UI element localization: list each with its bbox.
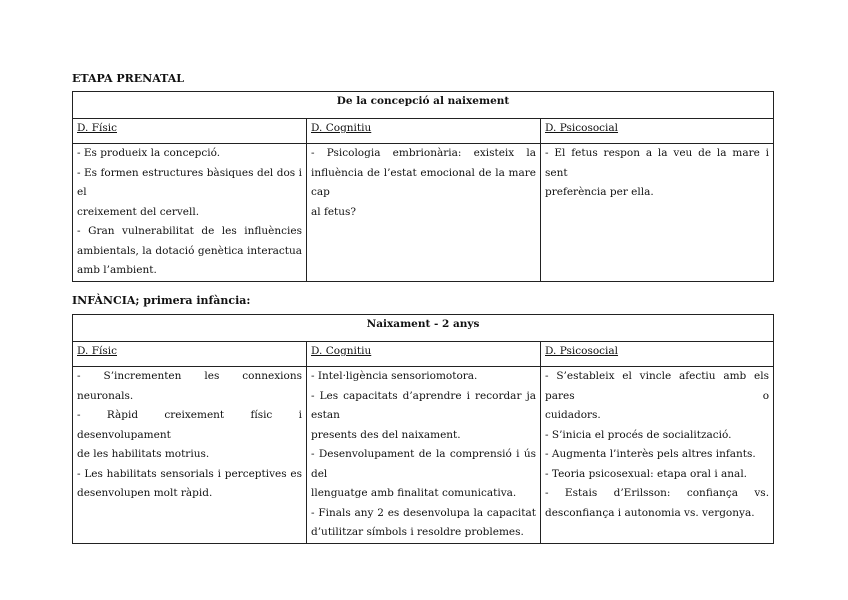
text-line: llenguatge amb finalitat comunicativa. [311, 487, 517, 499]
text-line: - Augmenta l’interès pels altres infants. [545, 448, 756, 460]
text-line: - El fetus respon a la veu de la mare i sent [545, 147, 770, 179]
text-line: - Estais d’Erilsson: confiança vs. [545, 487, 770, 499]
cell-prenatal-psicosocial [541, 144, 774, 282]
column-header-psicosocial: D. Psicosocial [541, 119, 774, 144]
text-line: - Es produeix la concepció. [77, 147, 221, 159]
text-line: de les habilitats motrius. [77, 448, 210, 460]
table-infancia [72, 314, 774, 544]
text-line: cuidadors. [545, 409, 601, 421]
text-line: - Finals any 2 es desenvolupa la capacitat [311, 506, 536, 519]
span-heading-infancia: Naixament - 2 anys [73, 315, 774, 342]
text-line: - S’inicia el procés de socialització. [545, 428, 732, 441]
text-line: - S’incrementen les connexions neuronals. [77, 370, 302, 402]
text-line: - Es formen estructures bàsiques del dos i el [77, 166, 302, 198]
column-header-cognitiu: D. Cognitiu [307, 342, 541, 367]
text-line: - Les capacitats d’aprendre i recordar ja estan [311, 389, 536, 421]
column-header-psicosocial: D. Psicosocial [541, 342, 774, 367]
span-heading-prenatal: De la concepció al naixement [73, 92, 774, 119]
cell-prenatal-cognitiu [307, 144, 541, 282]
text-line: al fetus? [311, 205, 357, 218]
text-line: desconfiança i autonomia vs. vergonya. [545, 506, 755, 519]
section-title-infancia: INFÀNCIA; primera infància: [72, 294, 251, 307]
text-line: preferència per ella. [545, 186, 654, 198]
cell-infancia-psicosocial [541, 367, 774, 544]
table-prenatal [72, 91, 774, 282]
text-line: - Ràpid creixement físic i desenvolupament [77, 409, 302, 441]
text-line: presents des del naixament. [311, 428, 461, 441]
cell-infancia-fisic [73, 367, 307, 544]
text-line: - Desenvolupament de la comprensió i ús del [311, 448, 536, 480]
column-header-cognitiu: D. Cognitiu [307, 119, 541, 144]
text-line: - Les habilitats sensorials i perceptives es [77, 467, 302, 480]
text-line: - Teoria psicosexual: etapa oral i anal. [545, 467, 748, 480]
column-header-fisic: D. Físic [73, 342, 307, 367]
text-line: - Intel·ligència sensoriomotora. [311, 370, 478, 382]
text-line: desenvolupen molt ràpid. [77, 487, 213, 499]
column-header-fisic: D. Físic [73, 119, 307, 144]
text-line: amb l’ambient. [77, 264, 157, 276]
text-line: influència de l’estat emocional de la mare cap [311, 166, 536, 198]
text-line: creixement del cervell. [77, 205, 200, 218]
cell-infancia-cognitiu [307, 367, 541, 544]
text-line: ambientals, la dotació genètica interactua [77, 244, 302, 257]
text-line: - S’estableix el vincle afectiu amb els pares o [545, 370, 770, 402]
cell-prenatal-fisic [73, 144, 307, 282]
text-line: - Psicologia embrionària: existeix la [311, 147, 536, 159]
text-line: d’utilitzar símbols i resoldre problemes. [311, 526, 524, 538]
section-title-prenatal: ETAPA PRENATAL [72, 72, 184, 85]
text-line: - Gran vulnerabilitat de les influències [77, 225, 302, 237]
